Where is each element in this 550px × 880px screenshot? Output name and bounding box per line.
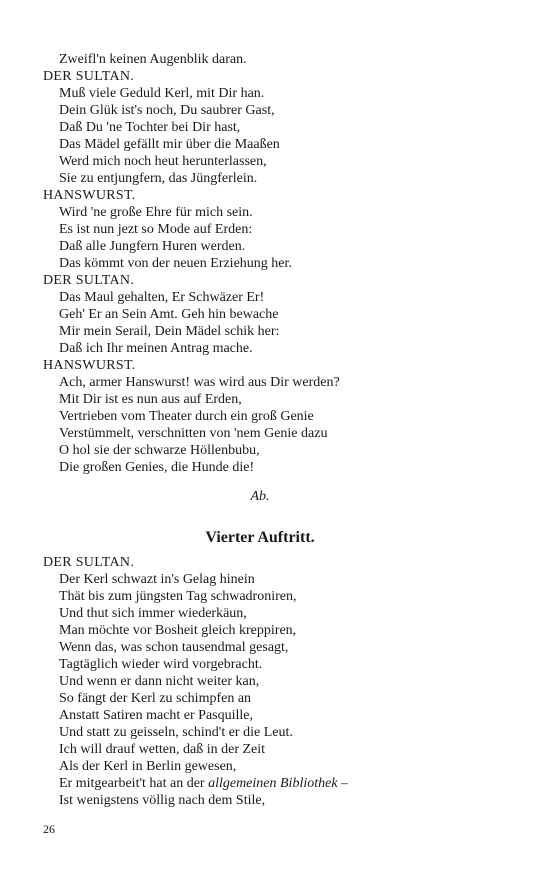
line-text: Sie zu entjungfern, das Jüngferlein. bbox=[59, 171, 258, 186]
line-text: Thät bis zum jüngsten Tag schwadroniren, bbox=[59, 589, 297, 604]
line-text: Verstümmelt, verschnitten von 'nem Genie dazu bbox=[59, 426, 328, 441]
verse-line bbox=[43, 221, 483, 238]
line-text: Das Mädel gefällt mir über die Maaßen bbox=[59, 137, 280, 152]
line-text: So fängt der Kerl zu schimpfen an bbox=[59, 691, 252, 706]
verse-line bbox=[43, 170, 483, 187]
line-text: Vertrieben vom Theater durch ein groß Genie bbox=[59, 409, 314, 424]
line-text: DER SULTAN. bbox=[43, 69, 135, 84]
verse-line bbox=[43, 289, 483, 306]
scene-heading: Vierter Auftritt. bbox=[205, 529, 315, 546]
line-text: Und wenn er dann nicht weiter kan, bbox=[59, 674, 260, 689]
line-text: Es ist nun jezt so Mode auf Erden: bbox=[59, 222, 253, 237]
verse-line bbox=[43, 571, 483, 588]
verse-line bbox=[43, 639, 483, 656]
line-text-after: – bbox=[337, 776, 349, 791]
verse-line bbox=[43, 255, 483, 272]
verse-line bbox=[43, 340, 483, 357]
speaker-name bbox=[43, 357, 483, 374]
line-text: HANSWURST. bbox=[43, 188, 136, 203]
dialogue-block-1 bbox=[43, 51, 483, 476]
verse-line bbox=[43, 442, 483, 459]
speaker-name bbox=[43, 554, 483, 571]
line-text: Wenn das, was schon tausendmal gesagt, bbox=[59, 640, 289, 655]
line-text: Zweifl'n keinen Augenblik daran. bbox=[59, 52, 247, 67]
line-text: Wird 'ne große Ehre für mich sein. bbox=[59, 205, 253, 220]
line-text: Mir mein Serail, Dein Mädel schik her: bbox=[59, 324, 280, 339]
verse-line bbox=[43, 51, 483, 68]
line-text: DER SULTAN. bbox=[43, 273, 135, 288]
line-text: Tagtäglich wieder wird vorgebracht. bbox=[59, 657, 263, 672]
verse-line bbox=[43, 306, 483, 323]
verse-line bbox=[43, 323, 483, 340]
line-text: Daß alle Jungfern Huren werden. bbox=[59, 239, 246, 254]
verse-line bbox=[43, 690, 483, 707]
line-text: Das kömmt von der neuen Erziehung her. bbox=[59, 256, 292, 271]
line-text: Anstatt Satiren macht er Pasquille, bbox=[59, 708, 254, 723]
line-text: Er mitgearbeit't hat an der bbox=[59, 776, 209, 791]
verse-line bbox=[43, 605, 483, 622]
verse-line bbox=[43, 119, 483, 136]
page-number: 26 bbox=[43, 822, 55, 836]
line-text: Werd mich noch heut herunterlassen, bbox=[59, 154, 267, 169]
verse-line bbox=[43, 741, 483, 758]
speaker-name bbox=[43, 272, 483, 289]
verse-line bbox=[43, 85, 483, 102]
line-text: Mit Dir ist es nun aus auf Erden, bbox=[59, 392, 242, 407]
verse-line bbox=[43, 758, 483, 775]
line-text: O hol sie der schwarze Höllenbubu, bbox=[59, 443, 260, 458]
line-text: Und thut sich immer wiederkäun, bbox=[59, 606, 247, 621]
verse-line bbox=[43, 792, 483, 809]
verse-line bbox=[43, 588, 483, 605]
verse-line bbox=[43, 622, 483, 639]
verse-line bbox=[43, 724, 483, 741]
verse-line bbox=[43, 204, 483, 221]
line-text: Muß viele Geduld Kerl, mit Dir han. bbox=[59, 86, 265, 101]
verse-line bbox=[43, 656, 483, 673]
line-text: Ist wenigstens völlig nach dem Stile, bbox=[59, 793, 266, 808]
line-text: Das Maul gehalten, Er Schwäzer Er! bbox=[59, 290, 265, 305]
verse-line bbox=[43, 374, 483, 391]
line-text: Und statt zu geisseln, schind't er die Leut. bbox=[59, 725, 293, 740]
line-text: Daß ich Ihr meinen Antrag mache. bbox=[59, 341, 253, 356]
speaker-name bbox=[43, 187, 483, 204]
verse-line bbox=[43, 153, 483, 170]
speaker-name bbox=[43, 68, 483, 85]
line-text: Geh' Er an Sein Amt. Geh hin bewache bbox=[59, 307, 279, 322]
dialogue-block-2 bbox=[43, 554, 483, 809]
line-text: Der Kerl schwazt in's Gelag hinein bbox=[59, 572, 255, 587]
verse-line bbox=[43, 673, 483, 690]
verse-line bbox=[43, 408, 483, 425]
verse-line bbox=[43, 459, 483, 476]
verse-line bbox=[43, 425, 483, 442]
verse-line bbox=[43, 775, 483, 792]
line-text: DER SULTAN. bbox=[43, 555, 135, 570]
stage-direction: Ab. bbox=[250, 489, 270, 504]
line-text: Als der Kerl in Berlin gewesen, bbox=[59, 759, 237, 774]
italic-title: allgemeinen Bibliothek bbox=[208, 776, 338, 791]
verse-line bbox=[43, 102, 483, 119]
line-text: Ich will drauf wetten, daß in der Zeit bbox=[59, 742, 266, 757]
line-text: Man möchte vor Bosheit gleich kreppiren, bbox=[59, 623, 297, 638]
line-text: HANSWURST. bbox=[43, 358, 136, 373]
line-text: Ach, armer Hanswurst! was wird aus Dir werden? bbox=[59, 375, 340, 390]
verse-line bbox=[43, 238, 483, 255]
line-text: Daß Du 'ne Tochter bei Dir hast, bbox=[59, 120, 241, 135]
verse-line bbox=[43, 707, 483, 724]
verse-line bbox=[43, 391, 483, 408]
line-text: Dein Glük ist's noch, Du saubrer Gast, bbox=[59, 103, 275, 118]
line-text: Die großen Genies, die Hunde die! bbox=[59, 460, 255, 475]
verse-line bbox=[43, 136, 483, 153]
